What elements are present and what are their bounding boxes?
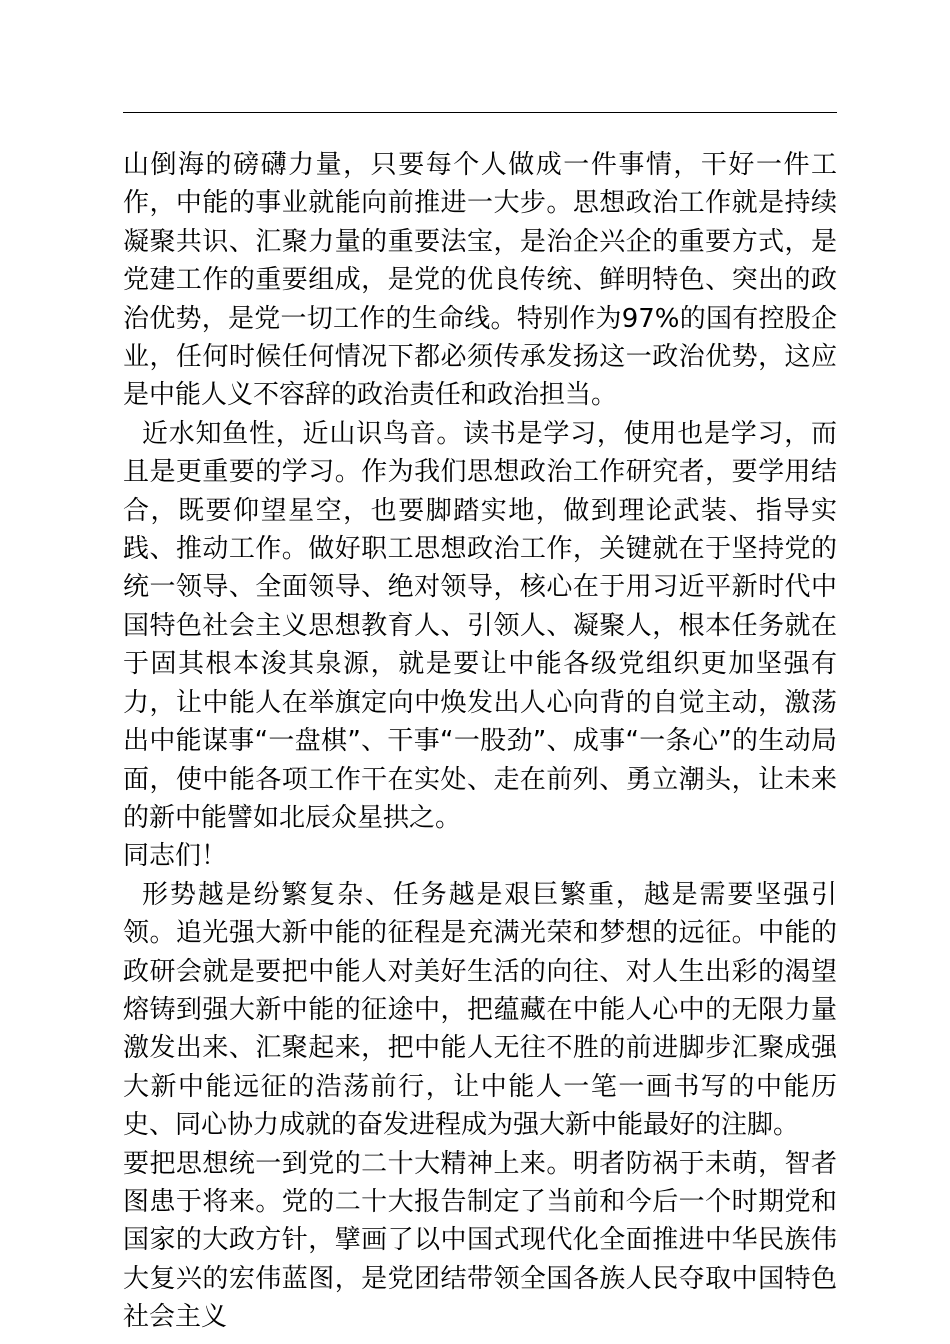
document-body — [123, 146, 837, 1337]
paragraph: 同志们！ — [123, 841, 228, 872]
paragraph: 山倒海的磅礴力量，只要每个人做成一件事情，干好一件工作，中能的事业就能向前推进一大步。思想政治工作就是持续凝聚共识、汇聚力量的重要法宝，是治企兴企的重要方式，是党建工作的重要组成，是党的优良传统、鲜明特色、突出的政治优势，是党一切工作的生命线。特别作为97%的国有控股企业，任何时候任何情况下都必须传承发扬这一政治优势，这应是中能人义不容辞的政治责任和政治担当。 — [123, 150, 837, 411]
paragraph: 要把思想统一到党的二十大精神上来。明者防祸于未萌，智者图患于将来。党的二十大报告制定了当前和今后一个时期党和国家的大政方针，擘画了以中国式现代化全面推进中华民族伟大复兴的宏伟蓝图，是党团结带领全国各族人民夺取中国特色社会主义 — [123, 1148, 837, 1333]
paragraph: 形势越是纷繁复杂、任务越是艰巨繁重，越是需要坚强引领。追光强大新中能的征程是充满光荣和梦想的远征。中能的政研会就是要把中能人对美好生活的向往、对人生出彩的渴望熔铸到强大新中能的征途中，把蕴藏在中能人心中的无限力量激发出来、汇聚起来，把中能人无往不胜的前进脚步汇聚成强大新中能远征的浩荡前行，让中能人一笔一画书写的中能历史、同心协力成就的奋发进程成为强大新中能最好的注脚。 — [123, 879, 837, 1141]
header-rule — [123, 112, 837, 113]
paragraph: 近水知鱼性，近山识鸟音。读书是学习，使用也是学习，而且是更重要的学习。作为我们思想政治工作研究者，要学用结合，既要仰望星空，也要脚踏实地，做到理论武装、指导实践、推动工作。做好职工思想政治工作，关键就在于坚持党的统一领导、全面领导、绝对领导，核心在于用习近平新时代中国特色社会主义思想教育人、引领人、凝聚人，根本任务就在于固其根本浚其泉源，就是要让中能各级党组织更加坚强有力，让中能人在举旗定向中焕发出人心向背的自觉主动，激荡出中能谋事“一盘棋”、干事“一股劲”、成事“一条心”的生动局面，使中能各项工作干在实处、走在前列、勇立潮头，让未来的新中能譬如北辰众星拱之。 — [123, 418, 837, 833]
